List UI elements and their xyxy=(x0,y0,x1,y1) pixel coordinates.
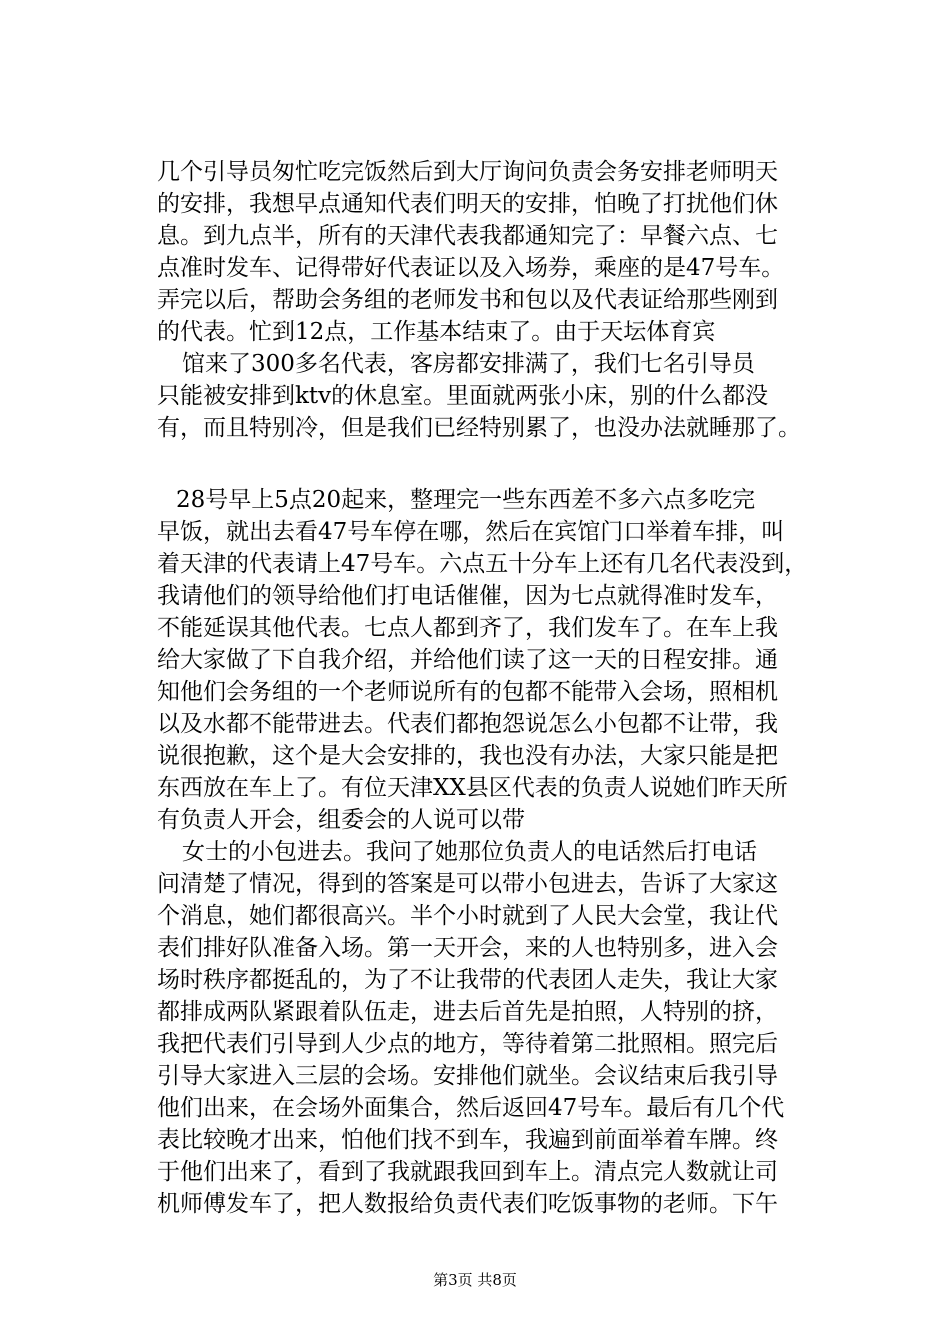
text-line: 几个引导员匆忙吃完饭然后到大厅询问负责会务安排老师明天 xyxy=(157,159,778,185)
text-line: 不能延误其他代表。七点人都到齐了，我们发车了。在车上我 xyxy=(157,615,778,641)
text-line: 女士的小包进去。我问了她那位负责人的电话然后打电话 xyxy=(182,839,757,865)
text-line: 于他们出来了，看到了我就跟我回到车上。清点完人数就让司 xyxy=(157,1159,778,1185)
text-line: 的安排，我想早点通知代表们明天的安排，怕晚了打扰他们休 xyxy=(157,191,778,217)
text-line: 他们出来，在会场外面集合，然后返回47号车。最后有几个代 xyxy=(157,1095,785,1121)
text-line: 给大家做了下自我介绍，并给他们读了这一天的日程安排。通 xyxy=(157,647,778,673)
text-line: 早饭，就出去看47号车停在哪，然后在宾馆门口举着车排，叫 xyxy=(157,519,785,545)
text-line: 着天津的代表请上47号车。六点五十分车上还有几名代表没到， xyxy=(157,551,808,577)
text-line: 都排成两队紧跟着队伍走，进去后首先是拍照，人特别的挤， xyxy=(157,999,778,1025)
text-line: 表们排好队准备入场。第一天开会，来的人也特别多，进入会 xyxy=(157,935,778,961)
text-line: 问清楚了情况，得到的答案是可以带小包进去，告诉了大家这 xyxy=(157,871,778,897)
text-line: 馆来了300多名代表，客房都安排满了，我们七名引导员 xyxy=(182,351,755,377)
page-footer: 第3页 共8页 xyxy=(433,1271,517,1289)
text-line: 的代表。忙到12点，工作基本结束了。由于天坛体育宾 xyxy=(157,319,716,345)
text-line: 有，而且特别冷，但是我们已经特别累了，也没办法就睡那了。 xyxy=(157,415,801,441)
text-line: 息。到九点半，所有的天津代表我都通知完了：早餐六点、七 xyxy=(157,223,778,249)
text-line: 知他们会务组的一个老师说所有的包都不能带入会场，照相机 xyxy=(157,679,778,705)
text-line: 个消息，她们都很高兴。半个小时就到了人民大会堂，我让代 xyxy=(157,903,778,929)
text-line: 以及水都不能带进去。代表们都抱怨说怎么小包都不让带，我 xyxy=(157,711,778,737)
text-line: 东西放在车上了。有位天津XX县区代表的负责人说她们昨天所 xyxy=(157,775,788,801)
text-line: 点准时发车、记得带好代表证以及入场券，乘座的是47号车。 xyxy=(157,255,785,281)
text-line: 机师傅发车了，把人数报给负责代表们吃饭事物的老师。下午 xyxy=(157,1191,778,1217)
text-line: 有负责人开会，组委会的人说可以带 xyxy=(157,807,525,833)
text-line: 我请他们的领导给他们打电话催催，因为七点就得准时发车， xyxy=(157,583,778,609)
text-line: 28号早上5点20起来，整理完一些东西差不多六点多吃完 xyxy=(176,487,756,513)
text-line: 我把代表们引导到人少点的地方，等待着第二批照相。照完后 xyxy=(157,1031,778,1057)
text-line: 说很抱歉，这个是大会安排的，我也没有办法，大家只能是把 xyxy=(157,743,778,769)
text-line: 弄完以后，帮助会务组的老师发书和包以及代表证给那些刚到 xyxy=(157,287,778,313)
text-line: 引导大家进入三层的会场。安排他们就坐。会议结束后我引导 xyxy=(157,1063,778,1089)
text-line: 表比较晚才出来，怕他们找不到车，我遍到前面举着车牌。终 xyxy=(157,1127,778,1153)
text-line: 只能被安排到ktv的休息室。里面就两张小床，别的什么都没 xyxy=(157,383,769,409)
text-line: 场时秩序都挺乱的，为了不让我带的代表团人走失，我让大家 xyxy=(157,967,778,993)
